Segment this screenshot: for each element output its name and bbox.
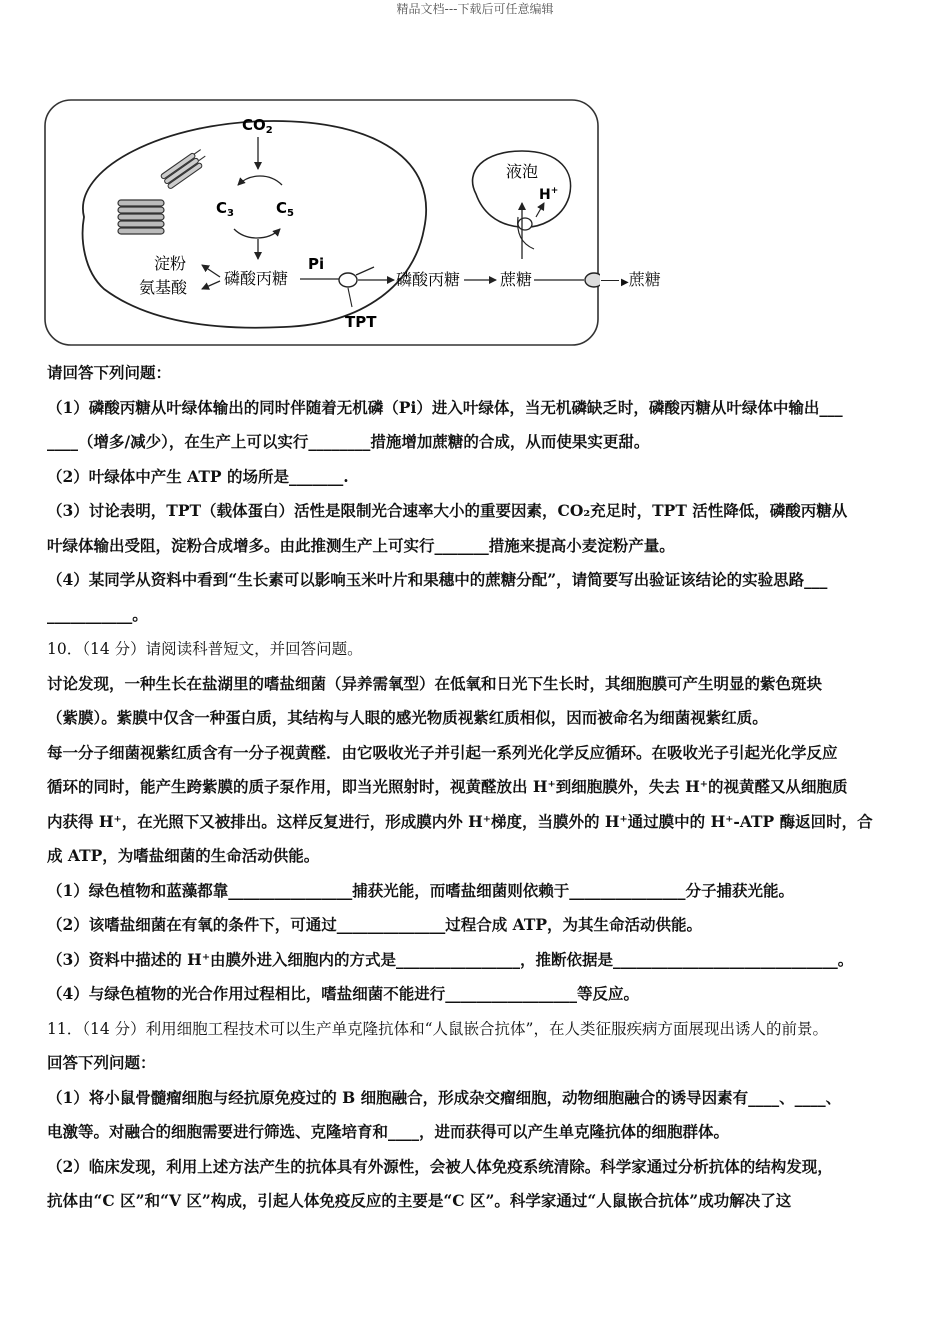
page-header: 精品文档---下载后可任意编辑: [396, 2, 554, 16]
pi-in-line: [356, 267, 374, 275]
c3-label: $C_3$: [216, 199, 234, 219]
text-line: （2）临床发现，利用上述方法产生的抗体具有外源性，会被人体免疫系统清除。科学家通过分析抗体的结构发现，: [47, 1156, 833, 1176]
text-line: （1）将小鼠骨髓瘤细胞与经抗原免疫过的 B 细胞融合，形成杂交瘤细胞，动物细胞融合的诱导因素有____、____、: [47, 1087, 842, 1107]
sucrose-cell-label: 蔗糖: [500, 270, 533, 289]
amino-acid-label: 氨基酸: [139, 278, 188, 297]
text-line: （3）讨论表明，TPT（载体蛋白）活性是限制光合速率大小的重要因素，CO₂充足时，TPT 活性降低，磷酸丙糖从: [47, 501, 848, 520]
text-line: （1）绿色植物和蓝藻都靠________________捕获光能，而嗜盐细菌则依赖于_______________分子捕获光能。: [47, 880, 795, 900]
vacuole-transporter: [518, 218, 532, 230]
sucrose-exporter: [585, 273, 600, 287]
sucrose-out-overlay: ▶蔗糖: [601, 267, 661, 290]
h-plus-label: H+: [539, 186, 559, 203]
tpt-transporter: [339, 273, 357, 287]
question-10-title: 10．（14 分）请阅读科普短文，并回答问题。: [47, 640, 363, 658]
to-amino-acid-arrow: [202, 281, 220, 289]
cycle-arc-top: [238, 176, 282, 185]
thylakoid-icon: [160, 148, 209, 189]
triose-phosphate-inside: 磷酸丙糖: [224, 269, 289, 288]
text-line: ___________。: [47, 604, 148, 624]
c5-label: $C_5$: [276, 199, 294, 219]
text-line: 回答下列问题：: [47, 1053, 156, 1072]
text-line: （1）磷酸丙糖从叶绿体输出的同时伴随着无机磷（Pi）进入叶绿体，当无机磷缺乏时，磷酸丙糖从叶绿体中输出___: [47, 397, 843, 417]
question-11-title: 11．（14 分）利用细胞工程技术可以生产单克隆抗体和“人鼠嵌合抗体”，在人类征服疾病方面展现出诱人的前景。: [47, 1019, 828, 1038]
text-line: （2）该嗜盐细菌在有氧的条件下，可通过______________过程合成 ATP，为其生命活动供能。: [47, 915, 703, 934]
text-line: 每一分子细菌视紫红质含有一分子视黄醛．由它吸收光子并引起一系列光化学反应循环。在吸收光子引起光化学反应: [47, 742, 838, 762]
text-line: 内获得 H⁺，在光照下又被排出。这样反复进行，形成膜内外 H⁺梯度，当膜外的 H⁺通过膜中的 H⁺-ATP 酶返回时，合: [47, 811, 873, 831]
triose-phosphate-outside: 磷酸丙糖: [396, 270, 461, 289]
to-starch-arrow: [202, 265, 220, 277]
cycle-arc-bottom: [234, 229, 280, 238]
text-line: 抗体由“C 区”和“V 区”构成，引起人体免疫反应的主要是“C 区”。科学家通过“人鼠嵌合抗体”成功解决了这: [47, 1191, 792, 1210]
text-line: 电激等。对融合的细胞需要进行筛选、克隆培育和____，进而获得可以产生单克隆抗体的细胞群体。: [47, 1122, 730, 1141]
starch-label: 淀粉: [154, 254, 187, 273]
text-line: 请回答下列问题：: [47, 363, 172, 382]
grana-stack-icon: [118, 200, 164, 234]
text-line: 成 ATP，为嗜盐细菌的生命活动供能。: [47, 846, 320, 865]
question-text: [47, 356, 905, 1219]
vacuole-label: 液泡: [506, 162, 539, 181]
text-line: 叶绿体输出受阻，淀粉合成增多。由此推测生产上可实行_______措施来提高小麦淀粉产量。: [47, 535, 675, 555]
pi-label: Pi: [308, 255, 325, 273]
text-line: （3）资料中描述的 H⁺由膜外进入细胞内的方式是________________，推断依据是_____________________________。: [47, 949, 854, 969]
chloroplast-diagram: [44, 99, 661, 347]
co2-label: $CO_2$: [242, 116, 273, 136]
diagram-svg: [44, 99, 600, 347]
h-plus-arrow: [536, 203, 544, 217]
text-line: （2）叶绿体中产生 ATP 的场所是_______.: [47, 466, 349, 486]
text-line: ____（增多/减少），在生产上可以实行________措施增加蔗糖的合成，从而使果实更甜。: [47, 432, 650, 451]
text-line: （4）与绿色植物的光合作用过程相比，嗜盐细菌不能进行_________________等反应。: [47, 984, 640, 1003]
tpt-label: TPT: [345, 313, 377, 331]
text-line: 讨论发现，一种生长在盐湖里的嗜盐细菌（异养需氧型）在低氧和日光下生长时，其细胞膜可产生明显的紫色斑块: [47, 673, 823, 693]
tpt-pointer: [348, 288, 352, 307]
text-line: （4）某同学从资料中看到“生长素可以影响玉米叶片和果穗中的蔗糖分配”，请简要写出验证该结论的实验思路___: [47, 570, 828, 589]
text-line: （紫膜）。紫膜中仅含一种蛋白质，其结构与人眼的感光物质视紫红质相似，因而被命名为细菌视紫红质。: [47, 708, 768, 727]
text-line: 循环的同时，能产生跨紫膜的质子泵作用，即当光照射时，视黄醛放出 H⁺到细胞膜外，失去 H⁺的视黄醛又从细胞质: [47, 777, 848, 796]
